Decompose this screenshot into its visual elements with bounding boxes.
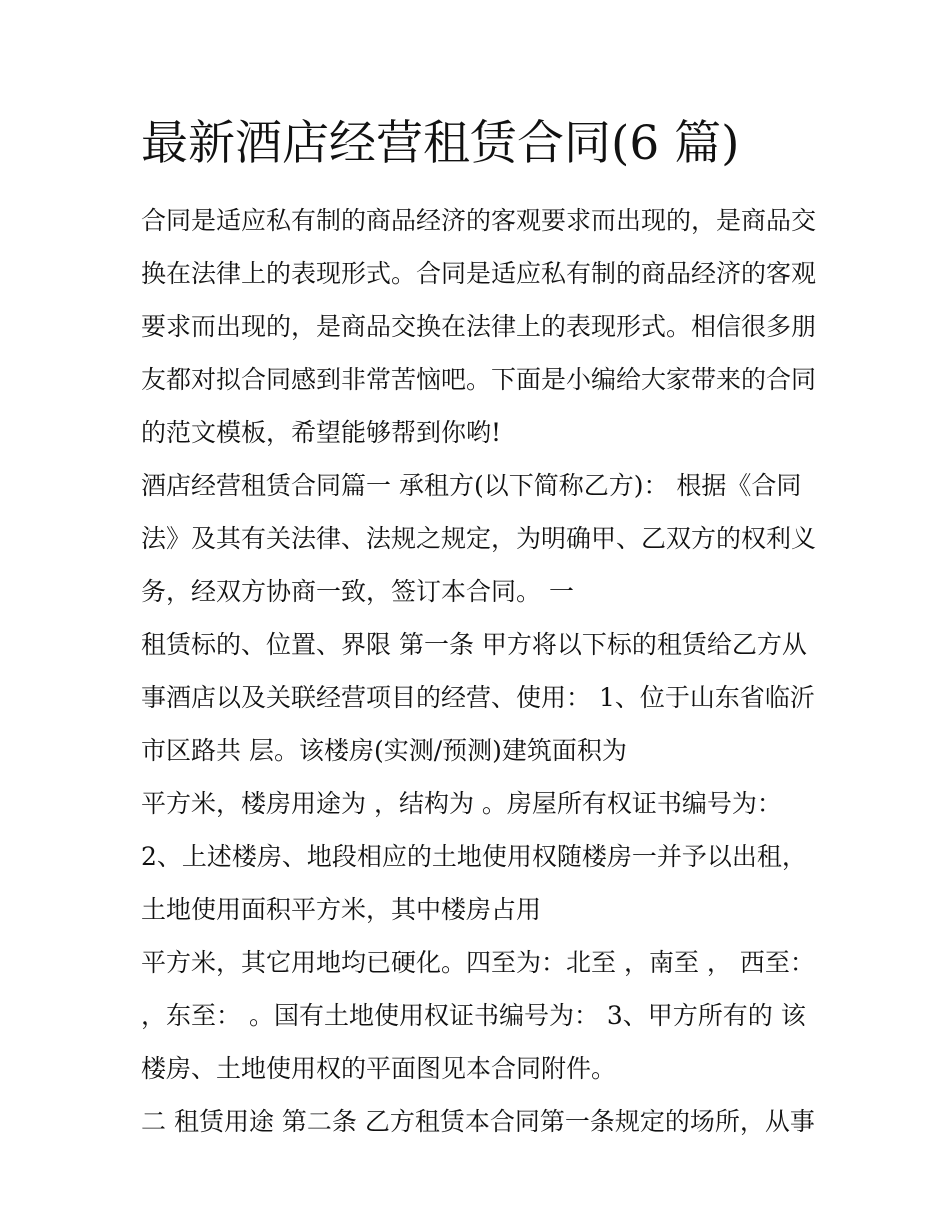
document-title: 最新酒店经营租赁合同(6 篇) [141, 116, 740, 171]
body-line: 友都对拟合同感到非常苦恼吧。下面是小编给大家带来的合同 [141, 365, 817, 394]
body-line: 要求而出现的，是商品交换在法律上的表现形式。相信很多朋 [141, 312, 817, 341]
body-line: 土地使用面积平方米，其中楼房占用 [141, 895, 542, 924]
body-line: 租赁标的、位置、界限 第一条 甲方将以下标的租赁给乙方从 [141, 630, 807, 659]
body-line: 的范文模板，希望能够帮到你哟! [141, 418, 502, 447]
body-line: 法》及其有关法律、法规之规定，为明确甲、乙双方的权利义 [141, 524, 817, 553]
body-line: 换在法律上的表现形式。合同是适应私有制的商品经济的客观 [141, 259, 817, 288]
body-line: 平方米，其它用地均已硬化。四至为：北至 ，南至 ， 西至： [141, 948, 815, 977]
body-line: 事酒店以及关联经营项目的经营、使用： 1、位于山东省临沂 [141, 683, 815, 712]
body-line: 市区路共 层。该楼房(实测/预测)建筑面积为 [141, 736, 627, 765]
body-line: 2、上述楼房、地段相应的土地使用权随楼房一并予以出租， [141, 842, 807, 871]
body-line: 二 租赁用途 第二条 乙方租赁本合同第一条规定的场所，从事 [141, 1107, 815, 1136]
body-line: ，东至： 。国有土地使用权证书编号为： 3、甲方所有的 该 [141, 1001, 806, 1030]
body-line: 合同是适应私有制的商品经济的客观要求而出现的，是商品交 [141, 206, 817, 235]
body-line: 务，经双方协商一致，签订本合同。 一 [141, 577, 574, 606]
body-line: 楼房、土地使用权的平面图见本合同附件。 [141, 1054, 617, 1083]
body-line: 酒店经营租赁合同篇一 承租方(以下简称乙方)： 根据《合同 [141, 471, 802, 500]
body-line: 平方米，楼房用途为 ，结构为 。房屋所有权证书编号为： [141, 789, 782, 818]
